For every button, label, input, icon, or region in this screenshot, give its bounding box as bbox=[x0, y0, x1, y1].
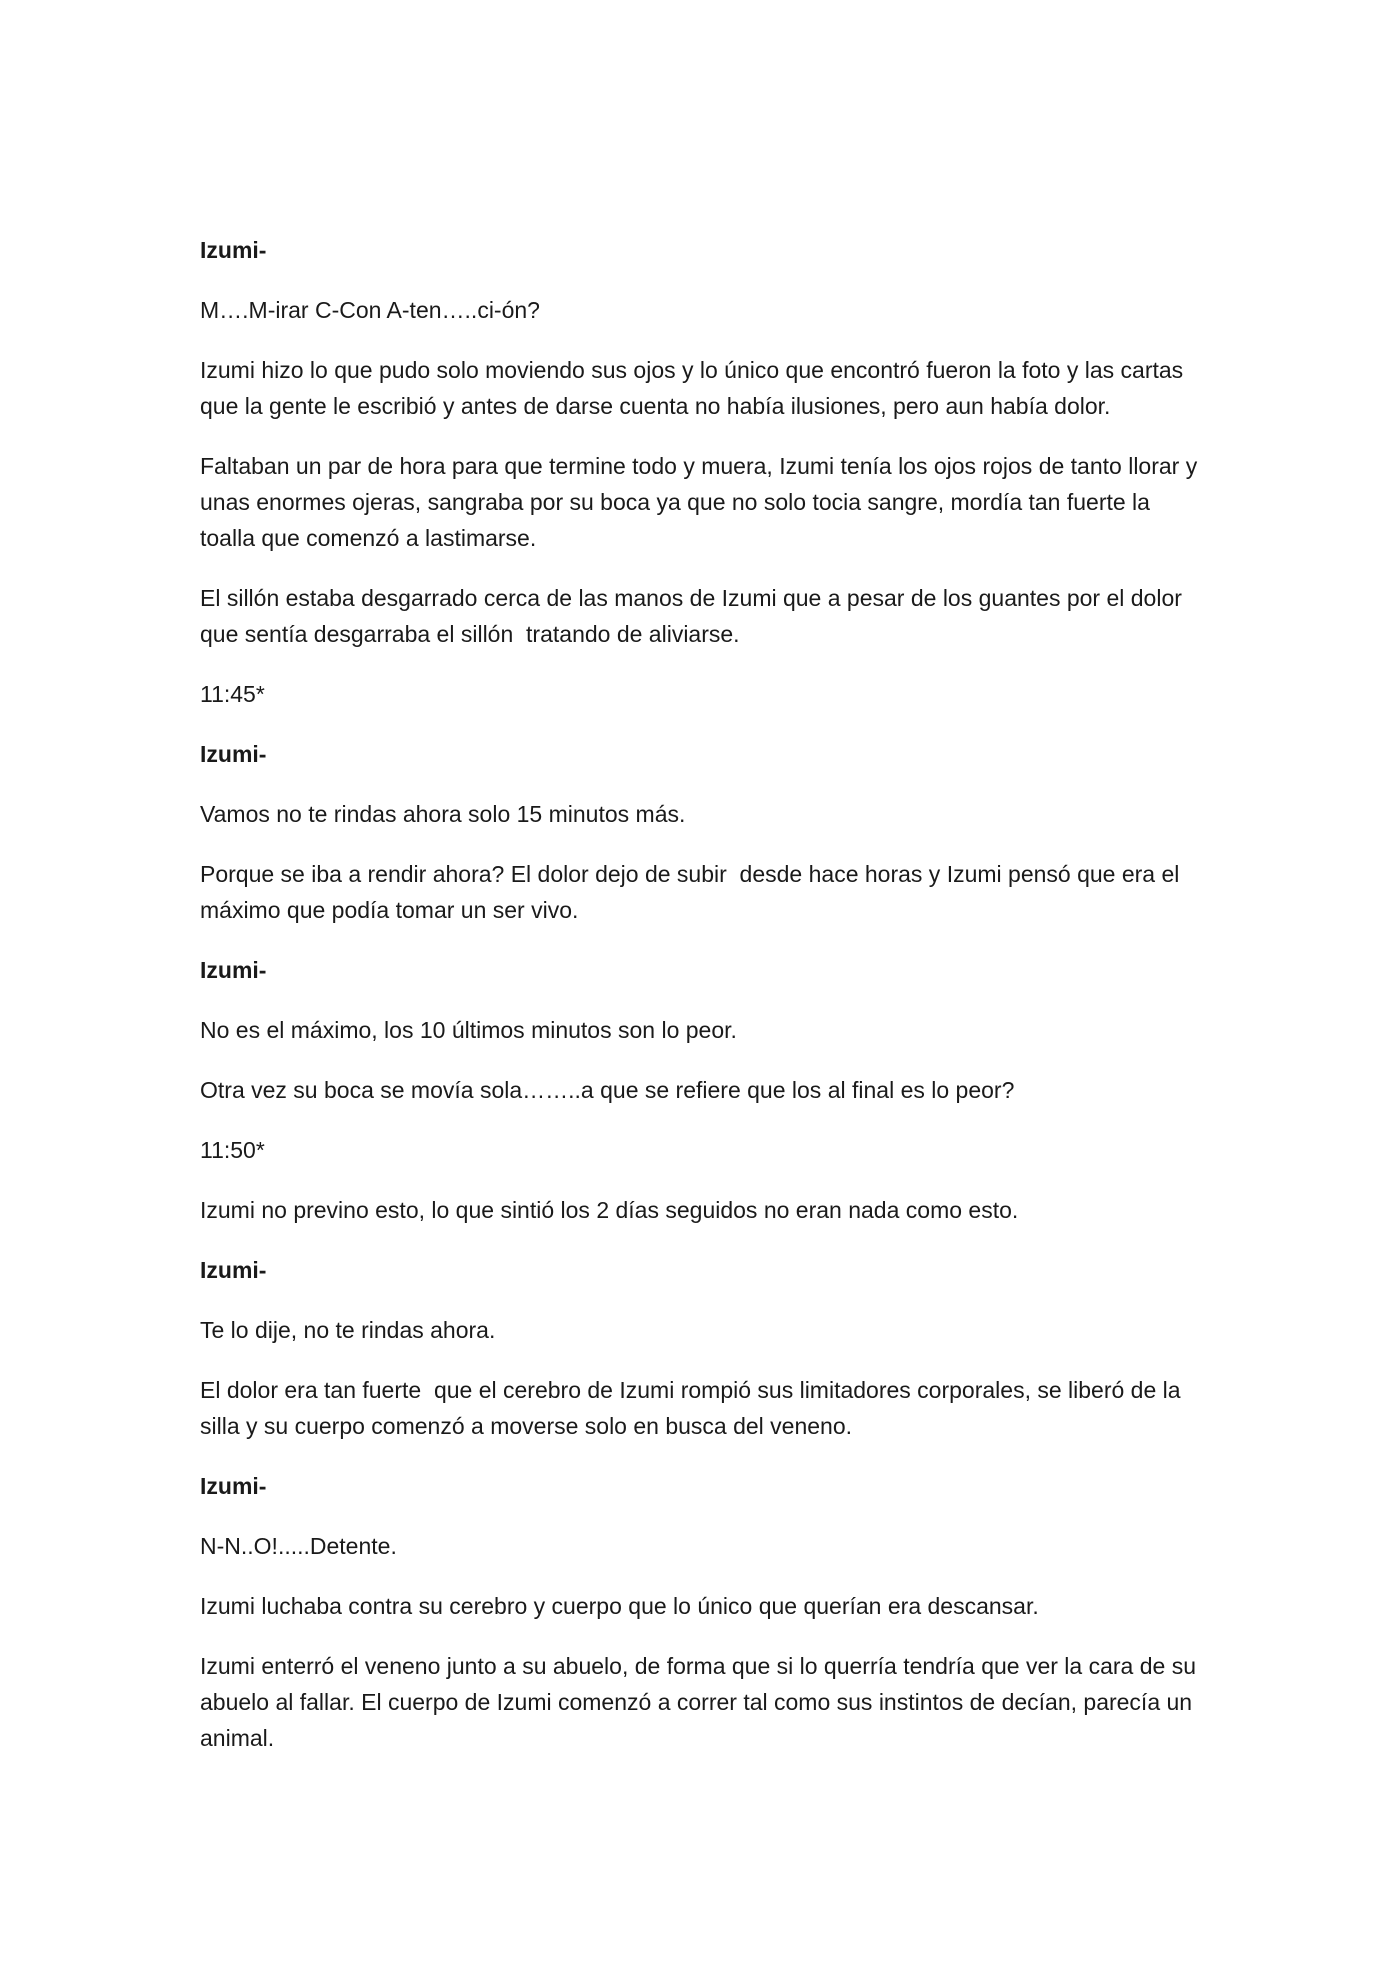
speaker-label: Izumi- bbox=[200, 957, 267, 983]
speaker-label: Izumi- bbox=[200, 1473, 267, 1499]
dialogue-line: M….M-irar C-Con A-ten…..ci-ón? bbox=[200, 297, 540, 323]
narrative-paragraph: Izumi hizo lo que pudo solo moviendo sus ojos y lo único que encontró fueron la foto y las cartas que la gente le escribió y antes de darse cuenta no había ilusiones, pero aun había dolor. bbox=[200, 357, 1190, 419]
speaker-label: Izumi- bbox=[200, 237, 267, 263]
time-marker: 11:50* bbox=[200, 1137, 265, 1163]
narrative-paragraph: Izumi enterró el veneno junto a su abuelo, de forma que si lo querría tendría que ver la cara de su abuelo al fallar. El cuerpo de Izumi comenzó a correr tal como sus instintos de decían, parecía un animal. bbox=[200, 1653, 1203, 1751]
dialogue-line: No es el máximo, los 10 últimos minutos son lo peor. bbox=[200, 1017, 737, 1043]
document-body bbox=[200, 232, 1210, 1780]
narrative-paragraph: Izumi luchaba contra su cerebro y cuerpo que lo único que querían era descansar. bbox=[200, 1593, 1039, 1619]
narrative-paragraph: Otra vez su boca se movía sola……..a que se refiere que los al final es lo peor? bbox=[200, 1077, 1015, 1103]
narrative-paragraph: El dolor era tan fuerte que el cerebro de Izumi rompió sus limitadores corporales, se liberó de la silla y su cuerpo comenzó a moverse solo en busca del veneno. bbox=[200, 1377, 1187, 1439]
speaker-label: Izumi- bbox=[200, 741, 267, 767]
time-marker: 11:45* bbox=[200, 681, 265, 707]
narrative-paragraph: Porque se iba a rendir ahora? El dolor dejo de subir desde hace horas y Izumi pensó que era el máximo que podía tomar un ser vivo. bbox=[200, 861, 1186, 923]
narrative-paragraph: El sillón estaba desgarrado cerca de las manos de Izumi que a pesar de los guantes por el dolor que sentía desgarraba el sillón tratando de aliviarse. bbox=[200, 585, 1189, 647]
narrative-paragraph: Izumi no previno esto, lo que sintió los 2 días seguidos no eran nada como esto. bbox=[200, 1197, 1019, 1223]
dialogue-line: N-N..O!.....Detente. bbox=[200, 1533, 397, 1559]
dialogue-line: Te lo dije, no te rindas ahora. bbox=[200, 1317, 496, 1343]
dialogue-line: Vamos no te rindas ahora solo 15 minutos más. bbox=[200, 801, 686, 827]
speaker-label: Izumi- bbox=[200, 1257, 267, 1283]
narrative-paragraph: Faltaban un par de hora para que termine todo y muera, Izumi tenía los ojos rojos de tanto llorar y unas enormes ojeras, sangraba por su boca ya que no solo tocia sangre, mordía tan fuerte la toalla que comenzó a lastimarse. bbox=[200, 453, 1204, 551]
